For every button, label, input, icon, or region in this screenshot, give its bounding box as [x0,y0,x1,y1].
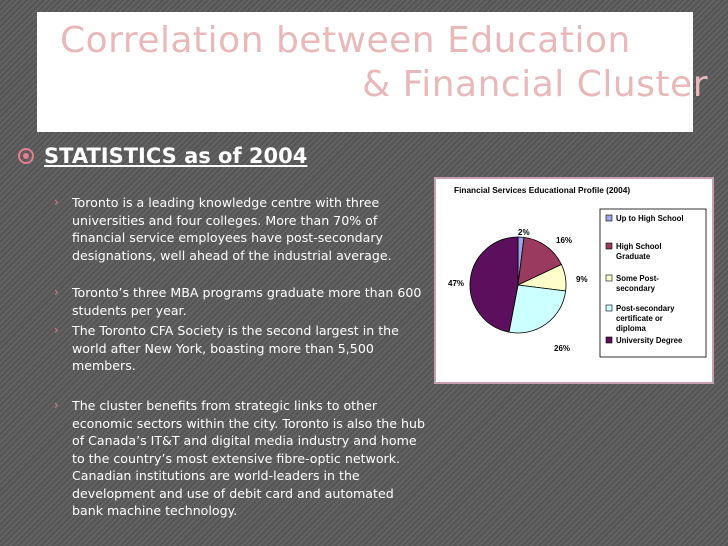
slice-label: 2% [518,228,530,237]
target-bullet-icon [18,148,34,164]
slice-label: 47% [448,279,465,288]
bullet-item [52,194,427,264]
chevron-right-icon: › [54,285,59,299]
legend-label: Up to High School [616,214,684,223]
chevron-right-icon: › [54,195,59,209]
bullet-text: The cluster benefits from strategic links to other economic sectors within the city. Toronto is also the hub of Canada’s IT&T and digital media industry and home to the country’s most extensive fibre-optic network. Canadian institutions are world-leaders in the development and use of debit card and automated bank machine technology. [72,398,425,518]
bullet-text: The Toronto CFA Society is the second largest in the world after New York, boasting more than 5,500 members. [72,323,399,373]
bullet-item [52,322,427,375]
legend-swatch [606,215,612,221]
slide-title-line1: Correlation between Education [60,20,631,61]
bullet-item [52,397,427,520]
slice-label: 16% [556,236,573,245]
pie-chart [436,179,712,382]
legend-swatch [606,305,612,311]
main-bullet [18,144,307,168]
legend-swatch [606,275,612,281]
slice-label: 9% [576,275,588,284]
legend-label: University Degree [616,336,683,345]
legend-label: Post-secondary [616,304,675,313]
pie-slice [509,285,566,333]
bullet-text: Toronto is a leading knowledge centre with three universities and four colleges. More than 70% of financial service employees have post-secondary designations, well ahead of the industrial average. [72,195,392,263]
legend-label: Some Post- [616,274,659,283]
legend-label: diploma [616,324,646,333]
chevron-right-icon: › [54,323,59,337]
slide-title-line2: & Financial Cluster [362,64,708,105]
legend-label: Graduate [616,252,651,261]
slice-label: 26% [554,344,571,353]
bullet-text: Toronto’s three MBA programs graduate more than 600 students per year. [72,285,422,318]
chart-title: Financial Services Educational Profile (2004) [454,185,631,195]
chevron-right-icon: › [54,398,59,412]
legend-swatch [606,243,612,249]
legend-box [600,209,706,357]
legend-swatch [606,337,612,343]
legend-label: certificate or [616,314,663,323]
statistics-heading: STATISTICS as of 2004 [44,144,308,168]
pie-slice [470,237,518,332]
legend-label: High School [616,242,662,251]
bullet-item [52,284,427,319]
legend-label: secondary [616,284,656,293]
pie-chart-panel [434,177,714,384]
